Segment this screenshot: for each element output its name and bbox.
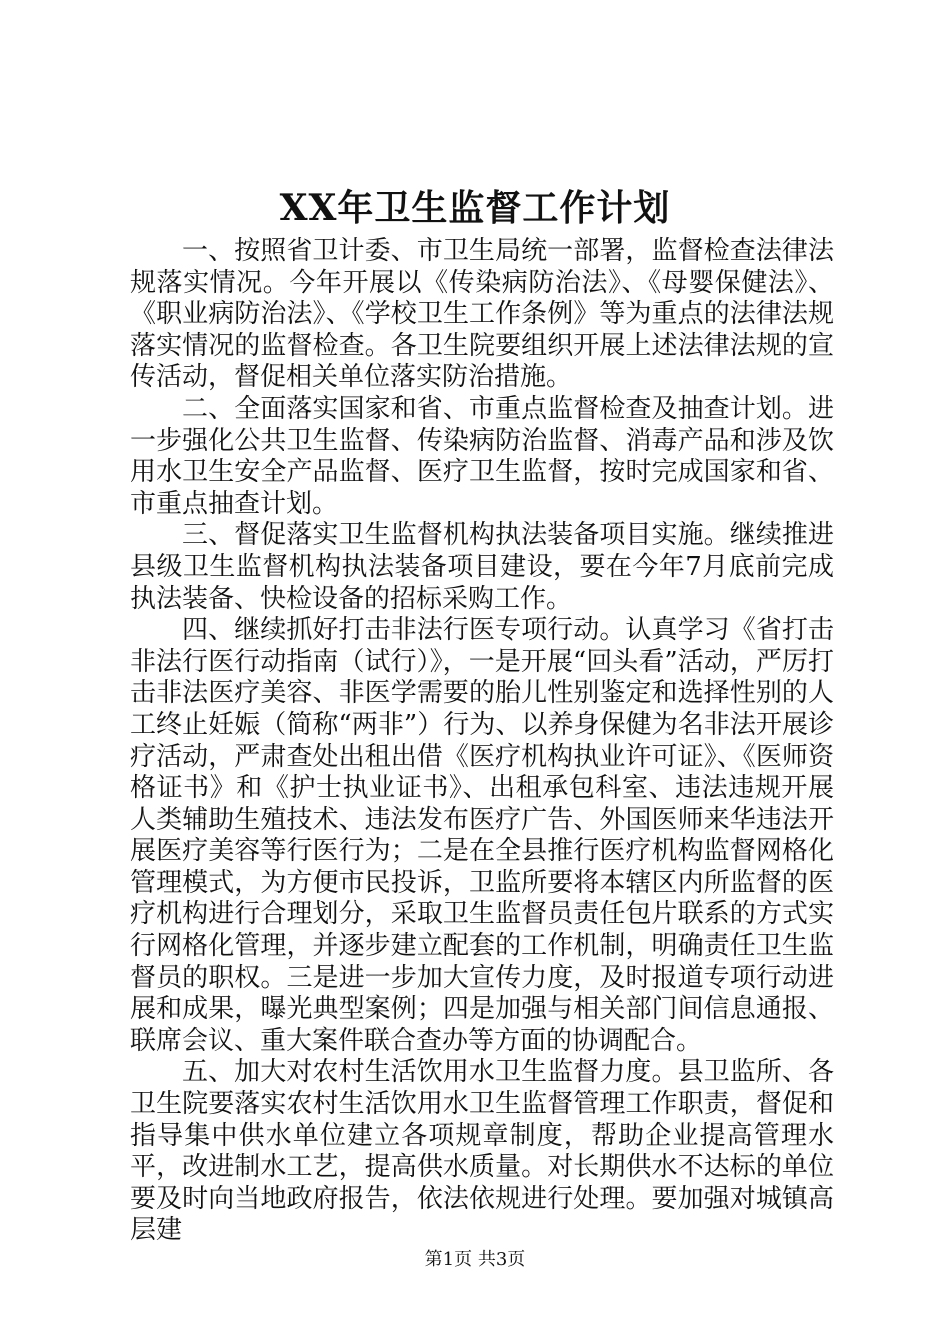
document-body	[130, 236, 834, 1247]
paragraph-4: 四、继续抓好打击非法行医专项行动。认真学习《省打击非法行医行动指南（试行）》，一是开展“回头看”活动，严厉打击非法医疗美容、非医学需要的胎儿性别鉴定和选择性别的人工终止妊娠（简称“两非”）行为、以养身保健为名非法开展诊疗活动，严肃查处出租出借《医疗机构执业许可证》、《医师资格证书》和《护士执业证书》、出租承包科室、违法违规开展人类辅助生殖技术、违法发布医疗广告、外国医师来华违法开展医疗美容等行医行为；二是在全县推行医疗机构监督网格化管理模式，为方便市民投诉，卫监所要将本辖区内所监督的医疗机构进行合理划分，采取卫生监督员责任包片联系的方式实行网格化管理，并逐步建立配套的工作机制，明确责任卫生监督员的职权。三是进一步加大宣传力度，及时报道专项行动进展和成果，曝光典型案例；四是加强与相关部门间信息通报、联席会议、重大案件联合查办等方面的协调配合。	[130, 615, 834, 1056]
page-number-footer: 第1页 共3页	[424, 1249, 526, 1270]
paragraph-3: 三、督促落实卫生监督机构执法装备项目实施。继续推进县级卫生监督机构执法装备项目建设，要在今年7月底前完成执法装备、快检设备的招标采购工作。	[130, 520, 834, 614]
paragraph-2: 二、全面落实国家和省、市重点监督检查及抽查计划。进一步强化公共卫生监督、传染病防治监督、消毒产品和涉及饮用水卫生安全产品监督、医疗卫生监督，按时完成国家和省、市重点抽查计划。	[130, 393, 834, 519]
paragraph-1: 一、按照省卫计委、市卫生局统一部署，监督检查法律法规落实情况。今年开展以《传染病防治法》、《母婴保健法》、《职业病防治法》、《学校卫生工作条例》等为重点的法律法规落实情况的监督检查。各卫生院要组织开展上述法律法规的宣传活动，督促相关单位落实防治措施。	[130, 236, 834, 393]
document-title: XX年卫生监督工作计划	[279, 187, 671, 229]
paragraph-5: 五、加大对农村生活饮用水卫生监督力度。县卫监所、各卫生院要落实农村生活饮用水卫生监督管理工作职责，督促和指导集中供水单位建立各项规章制度，帮助企业提高管理水平，改进制水工艺，提高供水质量。对长期供水不达标的单位要及时向当地政府报告，依法依规进行处理。要加强对城镇高层建	[130, 1057, 834, 1246]
